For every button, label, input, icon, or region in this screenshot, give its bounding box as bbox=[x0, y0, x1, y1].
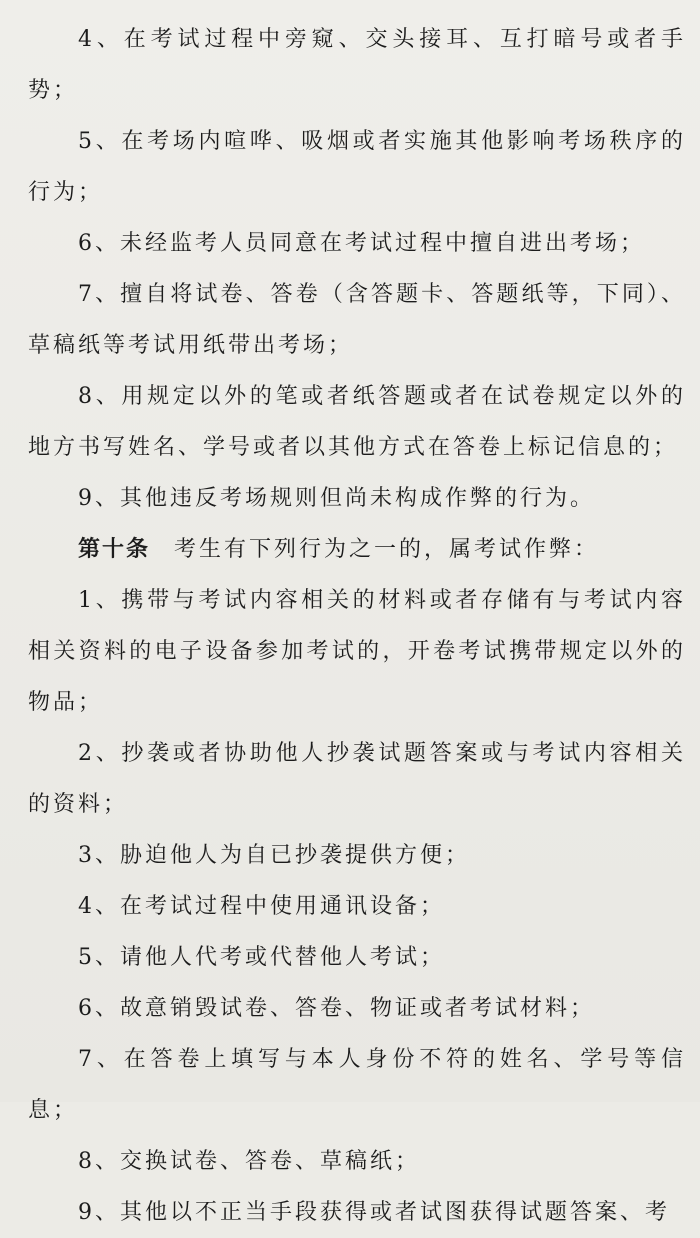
paragraph-item-5: 5、在考场内喧哗、吸烟或者实施其他影响考场秩序的行为； bbox=[28, 129, 686, 205]
paragraph-item-9: 9、其他违反考场规则但尚未构成作弊的行为。 bbox=[78, 486, 595, 511]
cheating-item-1: 1、携带与考试内容相关的材料或者存储有与考试内容相关资料的电子设备参加考试的，开卷考试携带规定以外的物品； bbox=[28, 588, 686, 715]
cheating-item-2: 2、抄袭或者协助他人抄袭试题答案或与考试内容相关的资料； bbox=[28, 741, 686, 817]
article-number: 第十条 bbox=[78, 536, 151, 562]
cheating-item-9: 9、其他以不正当手段获得或者试图获得试题答案、考 bbox=[78, 1200, 670, 1225]
paragraph-item-7: 7、擅自将试卷、答卷（含答题卡、答题纸等，下同）、草稿纸等考试用纸带出考场； bbox=[28, 282, 686, 358]
paragraph-item-6: 6、未经监考人员同意在考试过程中擅自进出考场； bbox=[78, 231, 645, 256]
article-ten-heading bbox=[28, 524, 686, 575]
cheating-item-8: 8、交换试卷、答卷、草稿纸； bbox=[78, 1149, 420, 1174]
cheating-item-3: 3、胁迫他人为自已抄袭提供方便； bbox=[78, 843, 470, 868]
article-ten-text: 考生有下列行为之一的，属考试作弊： bbox=[174, 537, 600, 562]
cheating-item-4: 4、在考试过程中使用通讯设备； bbox=[78, 894, 445, 919]
cheating-item-7: 7、在答卷上填写与本人身份不符的姓名、学号等信息； bbox=[28, 1047, 686, 1123]
cheating-item-6: 6、故意销毁试卷、答卷、物证或者考试材料； bbox=[78, 996, 595, 1021]
paragraph-item-4: 4、在考试过程中旁窥、交头接耳、互打暗号或者手势； bbox=[28, 27, 686, 103]
cheating-item-5: 5、请他人代考或代替他人考试； bbox=[78, 945, 445, 970]
paragraph-item-8: 8、用规定以外的笔或者纸答题或者在试卷规定以外的地方书写姓名、学号或者以其他方式在答卷上标记信息的； bbox=[28, 384, 686, 460]
